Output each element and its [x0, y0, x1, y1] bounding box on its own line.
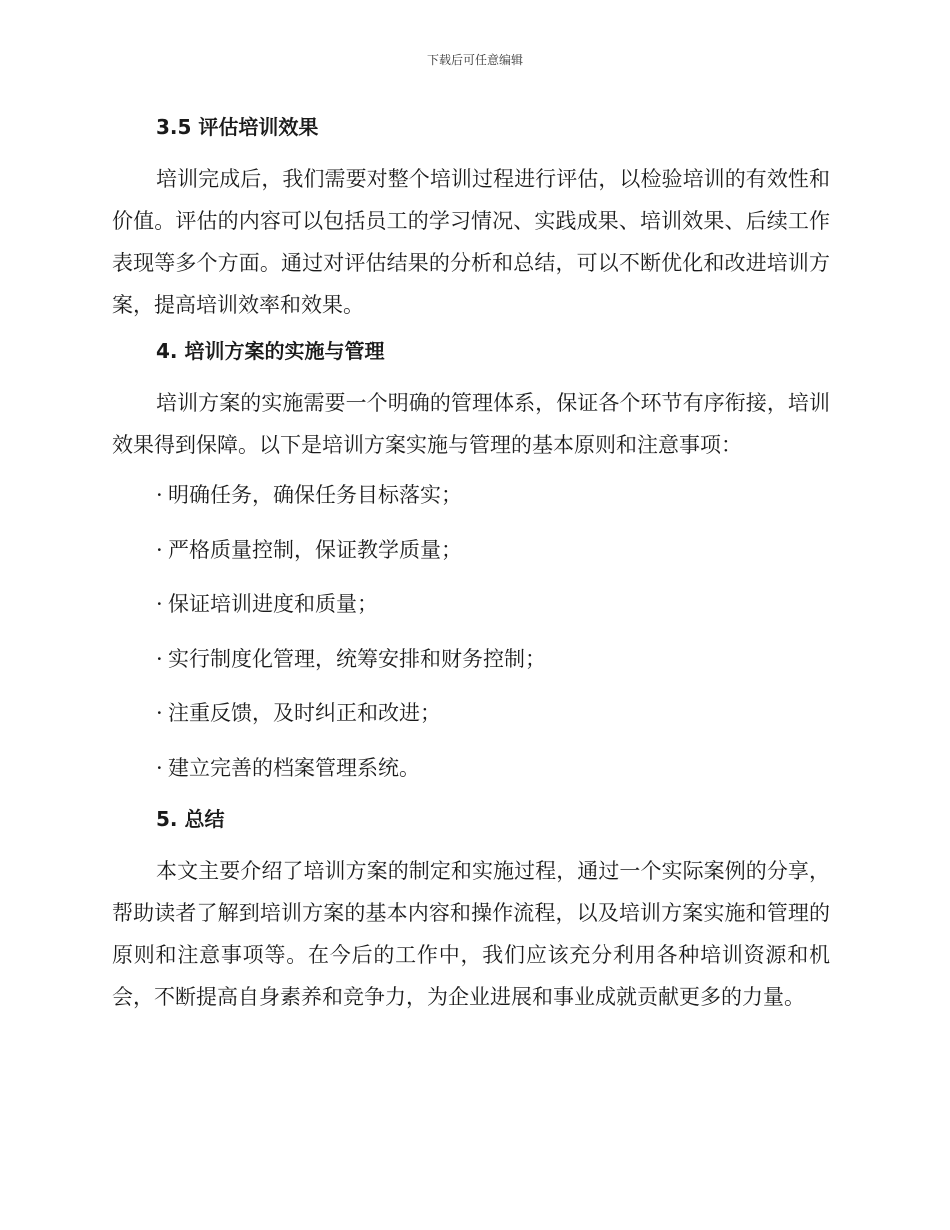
list-item-text: 严格质量控制，保证教学质量； — [168, 537, 462, 562]
bullet-icon: · — [156, 701, 163, 726]
list-item-text: 明确任务，确保任务目标落实； — [168, 483, 462, 507]
running-header: 下载后可任意编辑 — [426, 53, 523, 67]
list-item — [112, 583, 830, 625]
list-item-text: 实行制度化管理，统筹安排和财务控制； — [168, 646, 546, 671]
list-item — [112, 638, 830, 680]
section-4-heading: 4. 培训方案的实施与管理 — [156, 339, 385, 363]
bullet-icon: · — [156, 646, 163, 671]
section-3-5-heading: 3.5 评估培训效果 — [156, 115, 319, 139]
bullet-icon: · — [156, 592, 163, 617]
section-3-5-paragraph: 培训完成后，我们需要对整个培训过程进行评估，以检验培训的有效性和价值。评估的内容可以包括员工的学习情况、实践成果、培训效果、后续工作表现等多个方面。通过对评估结果的分析和总结，可以不断优化和改进培训方案，提高培训效率和效果。 — [112, 167, 830, 317]
section-5-heading: 5. 总结 — [156, 806, 225, 831]
list-item-text: 注重反馈，及时纠正和改进； — [168, 701, 441, 726]
list-item — [112, 747, 830, 789]
bullet-icon: · — [156, 483, 163, 507]
list-item — [112, 692, 830, 734]
section-4-paragraph: 培训方案的实施需要一个明确的管理体系，保证各个环节有序衔接，培训效果得到保障。以下是培训方案实施与管理的基本原则和注意事项： — [112, 391, 830, 457]
section-5-paragraph: 本文主要介绍了培训方案的制定和实施过程，通过一个实际案例的分享，帮助读者了解到培训方案的基本内容和操作流程，以及培训方案实施和管理的原则和注意事项等。在今后的工作中，我们应该充分利用各种培训资源和机会，不断提高自身素养和竞争力，为企业进展和事业成就贡献更多的力量。 — [112, 858, 830, 1009]
document-body — [112, 110, 830, 1026]
list-item-text: 保证培训进度和质量； — [168, 592, 378, 617]
principles-list — [112, 474, 830, 789]
list-item-text: 建立完善的档案管理系统。 — [168, 755, 420, 780]
list-item — [112, 474, 830, 516]
list-item — [112, 529, 830, 571]
bullet-icon: · — [156, 755, 163, 780]
bullet-icon: · — [156, 537, 163, 562]
